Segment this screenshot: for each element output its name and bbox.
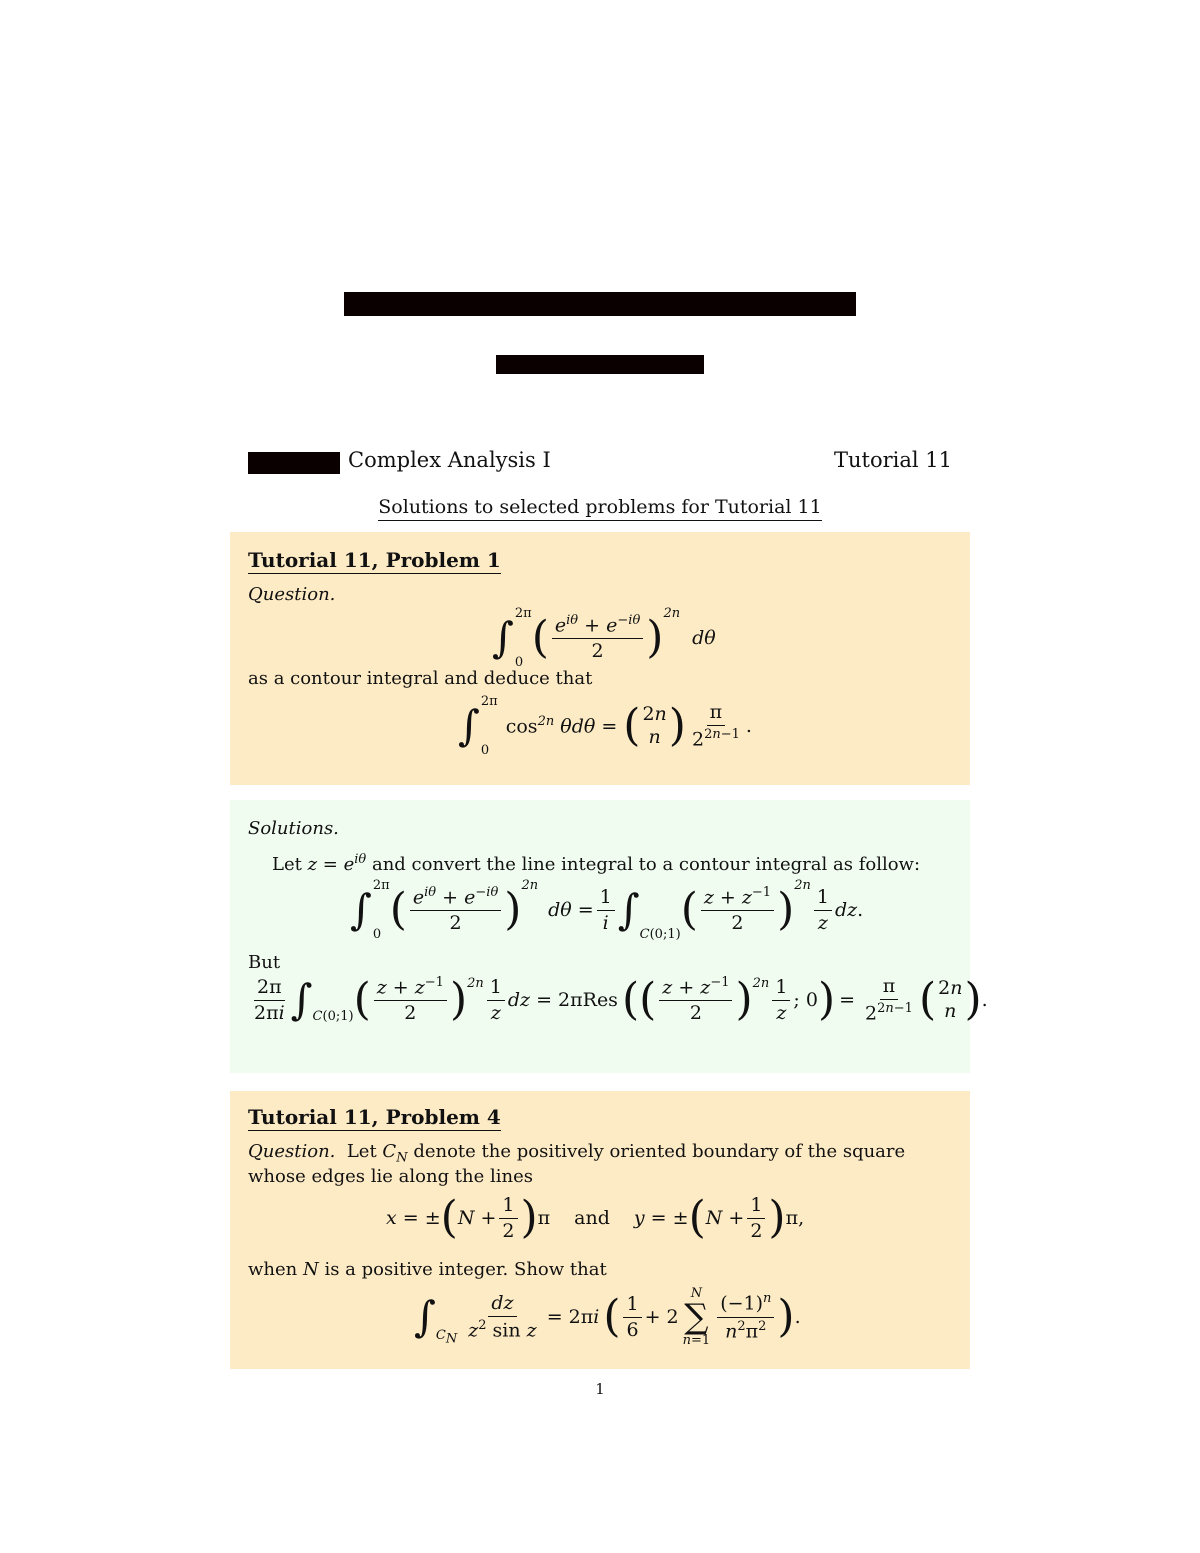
problem-1-text: as a contour integral and deduce that <box>248 668 593 689</box>
problem-4-text-1: Question. Let $C_N$ denote the positively oriented boundary of the square <box>248 1141 906 1166</box>
boundary-lines-equation: x = ± ( N + $\frac{1}{2}$ ) π and y = ± ( N + $\frac{1}{2}$ ) π, <box>386 1192 805 1244</box>
problem-4-question-box <box>230 1091 970 1369</box>
problem-1-title: Tutorial 11, Problem 1 <box>248 548 501 572</box>
tutorial-label: Tutorial 11 <box>834 448 953 472</box>
integral-expression-1: ∫ 2π 0 ( $\frac{e^{i\theta} + e^{-i\theta}}{2}$ ) $^{2n}$ dθ <box>492 606 716 670</box>
solution-equation-1: ∫ 2π 0 ( $\frac{e^{i\theta} + e^{-i\theta}}{2}$ ) $^{2n}$ dθ = $\frac{1}{i}$ ∫ $_{C (0;1)}$ ( $\frac{z + z^{-1}}{2}$ ) $^{2n}$ $\frac{1}{z}$ dz. <box>350 878 864 942</box>
course-title: Complex Analysis I <box>348 448 551 472</box>
problem-1-question-box <box>230 532 970 785</box>
redacted-subtitle <box>496 355 704 374</box>
but-label: But <box>248 952 281 973</box>
contour-sum-equation: ∫ $_{C_N}$ $\frac{dz}{z^2 \sin z}$ = 2πi ( $\frac{1}{6}$ + 2 N ∑ n=1 $\frac{(-1)^n}{n^2\pi^2}$ ) . <box>414 1286 801 1348</box>
problem-4-text-3: when N is a positive integer. Show that <box>248 1259 607 1280</box>
problem-1-solution-box <box>230 800 988 1073</box>
solution-intro: Let $z = e^{i\theta}$ and convert the line integral to a contour integral as follow: <box>272 852 921 875</box>
integral-expression-2: ∫ 2π 0 $\cos^{2n} \theta d\theta$ = ( 2n n ) $\frac{\pi}{2^{2n-1}}$ . <box>458 694 752 758</box>
page-number: 1 <box>595 1380 605 1398</box>
redacted-course-code <box>248 452 340 474</box>
question-label: Question. <box>248 584 336 605</box>
problem-4-title: Tutorial 11, Problem 4 <box>248 1105 501 1129</box>
page-subtitle: Solutions to selected problems for Tutorial 11 <box>0 496 1200 518</box>
solutions-label: Solutions. <box>248 818 339 839</box>
solution-equation-2: $\frac{2\pi}{2\pi i}$ ∫ $_{C (0;1)}$ ( $\frac{z + z^{-1}}{2}$ ) $^{2n}$ $\frac{1}{z}$ dz = 2πRes (( $\frac{z + z^{-1}}{2}$ ) $^{2n}$ $\frac{1}{z}$ ; 0 ) = $\frac{\pi}{2^{2n-1}}$ ( 2n n ) . <box>254 974 988 1026</box>
redacted-title <box>344 292 856 316</box>
problem-4-text-2: whose edges lie along the lines <box>248 1166 534 1187</box>
